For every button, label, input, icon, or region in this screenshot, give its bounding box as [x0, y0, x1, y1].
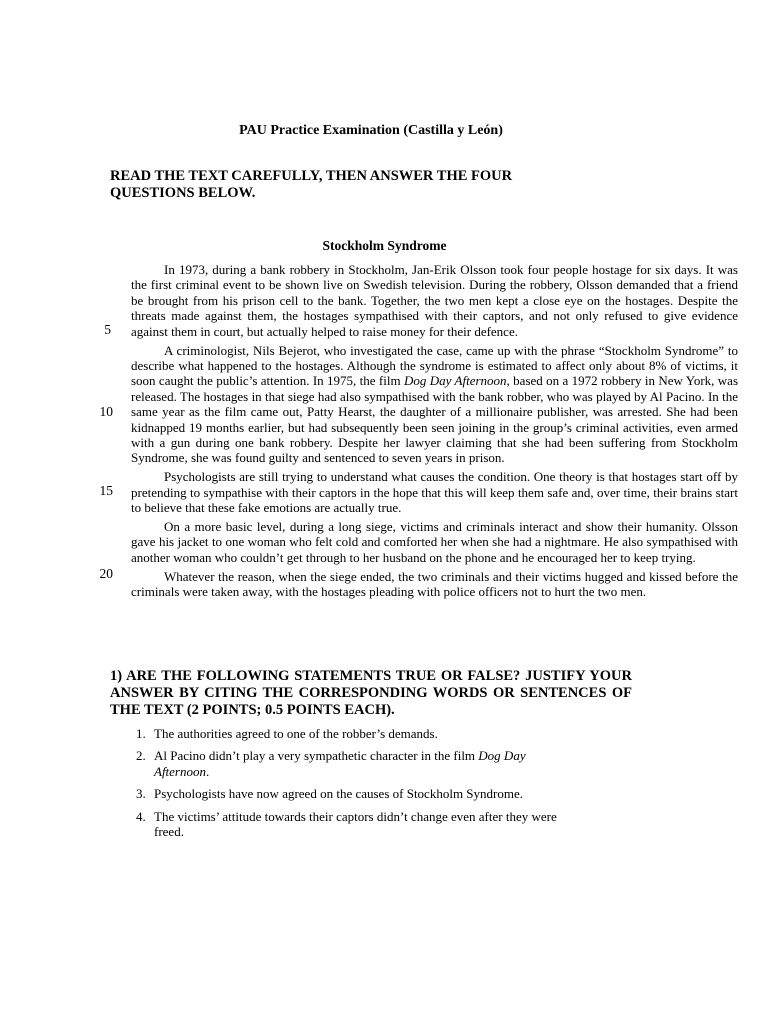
question-heading: 1) ARE THE FOLLOWING STATEMENTS TRUE OR FALSE? JUSTIFY YOUR ANSWER BY CITING THE CORRESPONDING WORDS OR SENTENCES OF THE TEXT (2 POINTS; 0.5 POINTS EACH). — [110, 668, 632, 718]
exam-title: PAU Practice Examination (Castilla y León) — [239, 123, 503, 138]
article-paragraph — [131, 519, 738, 565]
instructions: READ THE TEXT CAREFULLY, THEN ANSWER THE FOUR QUESTIONS BELOW. — [110, 168, 513, 201]
text-run: Psychologists are still trying to understand what causes the condition. One theory is that hostages start off by pretending to sympathise with their captors in the hope that this will keep them safe and, over time, their brains start to believe that these fake emotions are actually true. — [131, 469, 738, 516]
list-item — [110, 726, 570, 741]
statement-text — [154, 786, 523, 801]
line-number: 20 — [99, 566, 113, 581]
text-run: The victims’ attitude towards their captors didn’t change even after they were freed. — [154, 808, 557, 840]
article-title: Stockholm Syndrome — [322, 238, 447, 253]
statement-text — [154, 726, 438, 741]
line-number: 15 — [99, 483, 113, 498]
article-paragraph — [131, 343, 738, 466]
article-paragraph — [131, 469, 738, 515]
italic-text: Dog Day Afternoon — [154, 748, 526, 779]
text-run: A criminologist, Nils Bejerot, who investigated the case, came up with the phrase “Stockholm Syndrome” to describe what happened to the hostages. Although the syndrome is estimated to affect only about 8% of victims, it soon caught the public’s attention. In 1975, the film — [131, 342, 738, 389]
line-number: 10 — [99, 404, 113, 419]
item-number: 2. — [136, 748, 146, 764]
text-run: In 1973, during a bank robbery in Stockholm, Jan-Erik Olsson took four people hostage for six days. It was the first criminal event to be shown live on Swedish television. During the robbery, Olsson demanded that a friend be brought from his prison cell to the bank. Together, the two men kept a close eye on the hostages. Despite the threats made against them, the hostages sympathised with their captors, and not only refused to give evidence against them in court, but actually helped to raise money for their defence. — [131, 262, 738, 339]
text-run: , based on a 1972 robbery in New York, was released. The hostages in that siege had also sympathised with the bank robber, who was played by Al Pacino. In the same year as the film came out, Patty Hearst, the daughter of a millionaire publisher, was arrested. She had been kidnapped 19 months earlier, but had subsequently been seen joining in the group’s criminal activities, even armed with a gun during one bank robbery. Despite her lawyer claiming that she had been suffering from Stockholm Syndrome, she was found guilty and sentenced to seven years in prison. — [131, 373, 739, 466]
statement-text — [154, 748, 526, 778]
text-run: Psychologists have now agreed on the causes of Stockholm Syndrome. — [154, 786, 523, 802]
statement-list — [110, 726, 570, 846]
item-number: 4. — [136, 808, 146, 824]
article-paragraph — [131, 262, 738, 339]
text-run: Al Pacino didn’t play a very sympathetic character in the film — [154, 748, 479, 764]
text-run: . — [206, 763, 210, 779]
text-run: The authorities agreed to one of the robber’s demands. — [154, 726, 438, 741]
statement-text — [154, 809, 557, 839]
article-paragraph — [131, 569, 738, 600]
list-item — [110, 809, 570, 840]
text-run: On a more basic level, during a long siege, victims and criminals interact and show their humanity. Olsson gave his jacket to one woman who felt cold and comforted her when she had a nightmare. He also sympathised with another woman who couldn’t get through to her husband on the phone and he encouraged her to keep trying. — [131, 519, 738, 565]
item-number: 3. — [136, 786, 146, 802]
article-body — [131, 262, 738, 603]
list-item — [110, 748, 570, 779]
text-run: Whatever the reason, when the siege ended, the two criminals and their victims hugged and kissed before the criminals were taken away, with the hostages pleading with police officers not to hurt the two men. — [131, 568, 738, 600]
list-item — [110, 786, 570, 801]
italic-text: Dog Day Afternoon — [403, 373, 507, 389]
line-number: 5 — [104, 322, 111, 337]
item-number: 1. — [136, 726, 146, 741]
